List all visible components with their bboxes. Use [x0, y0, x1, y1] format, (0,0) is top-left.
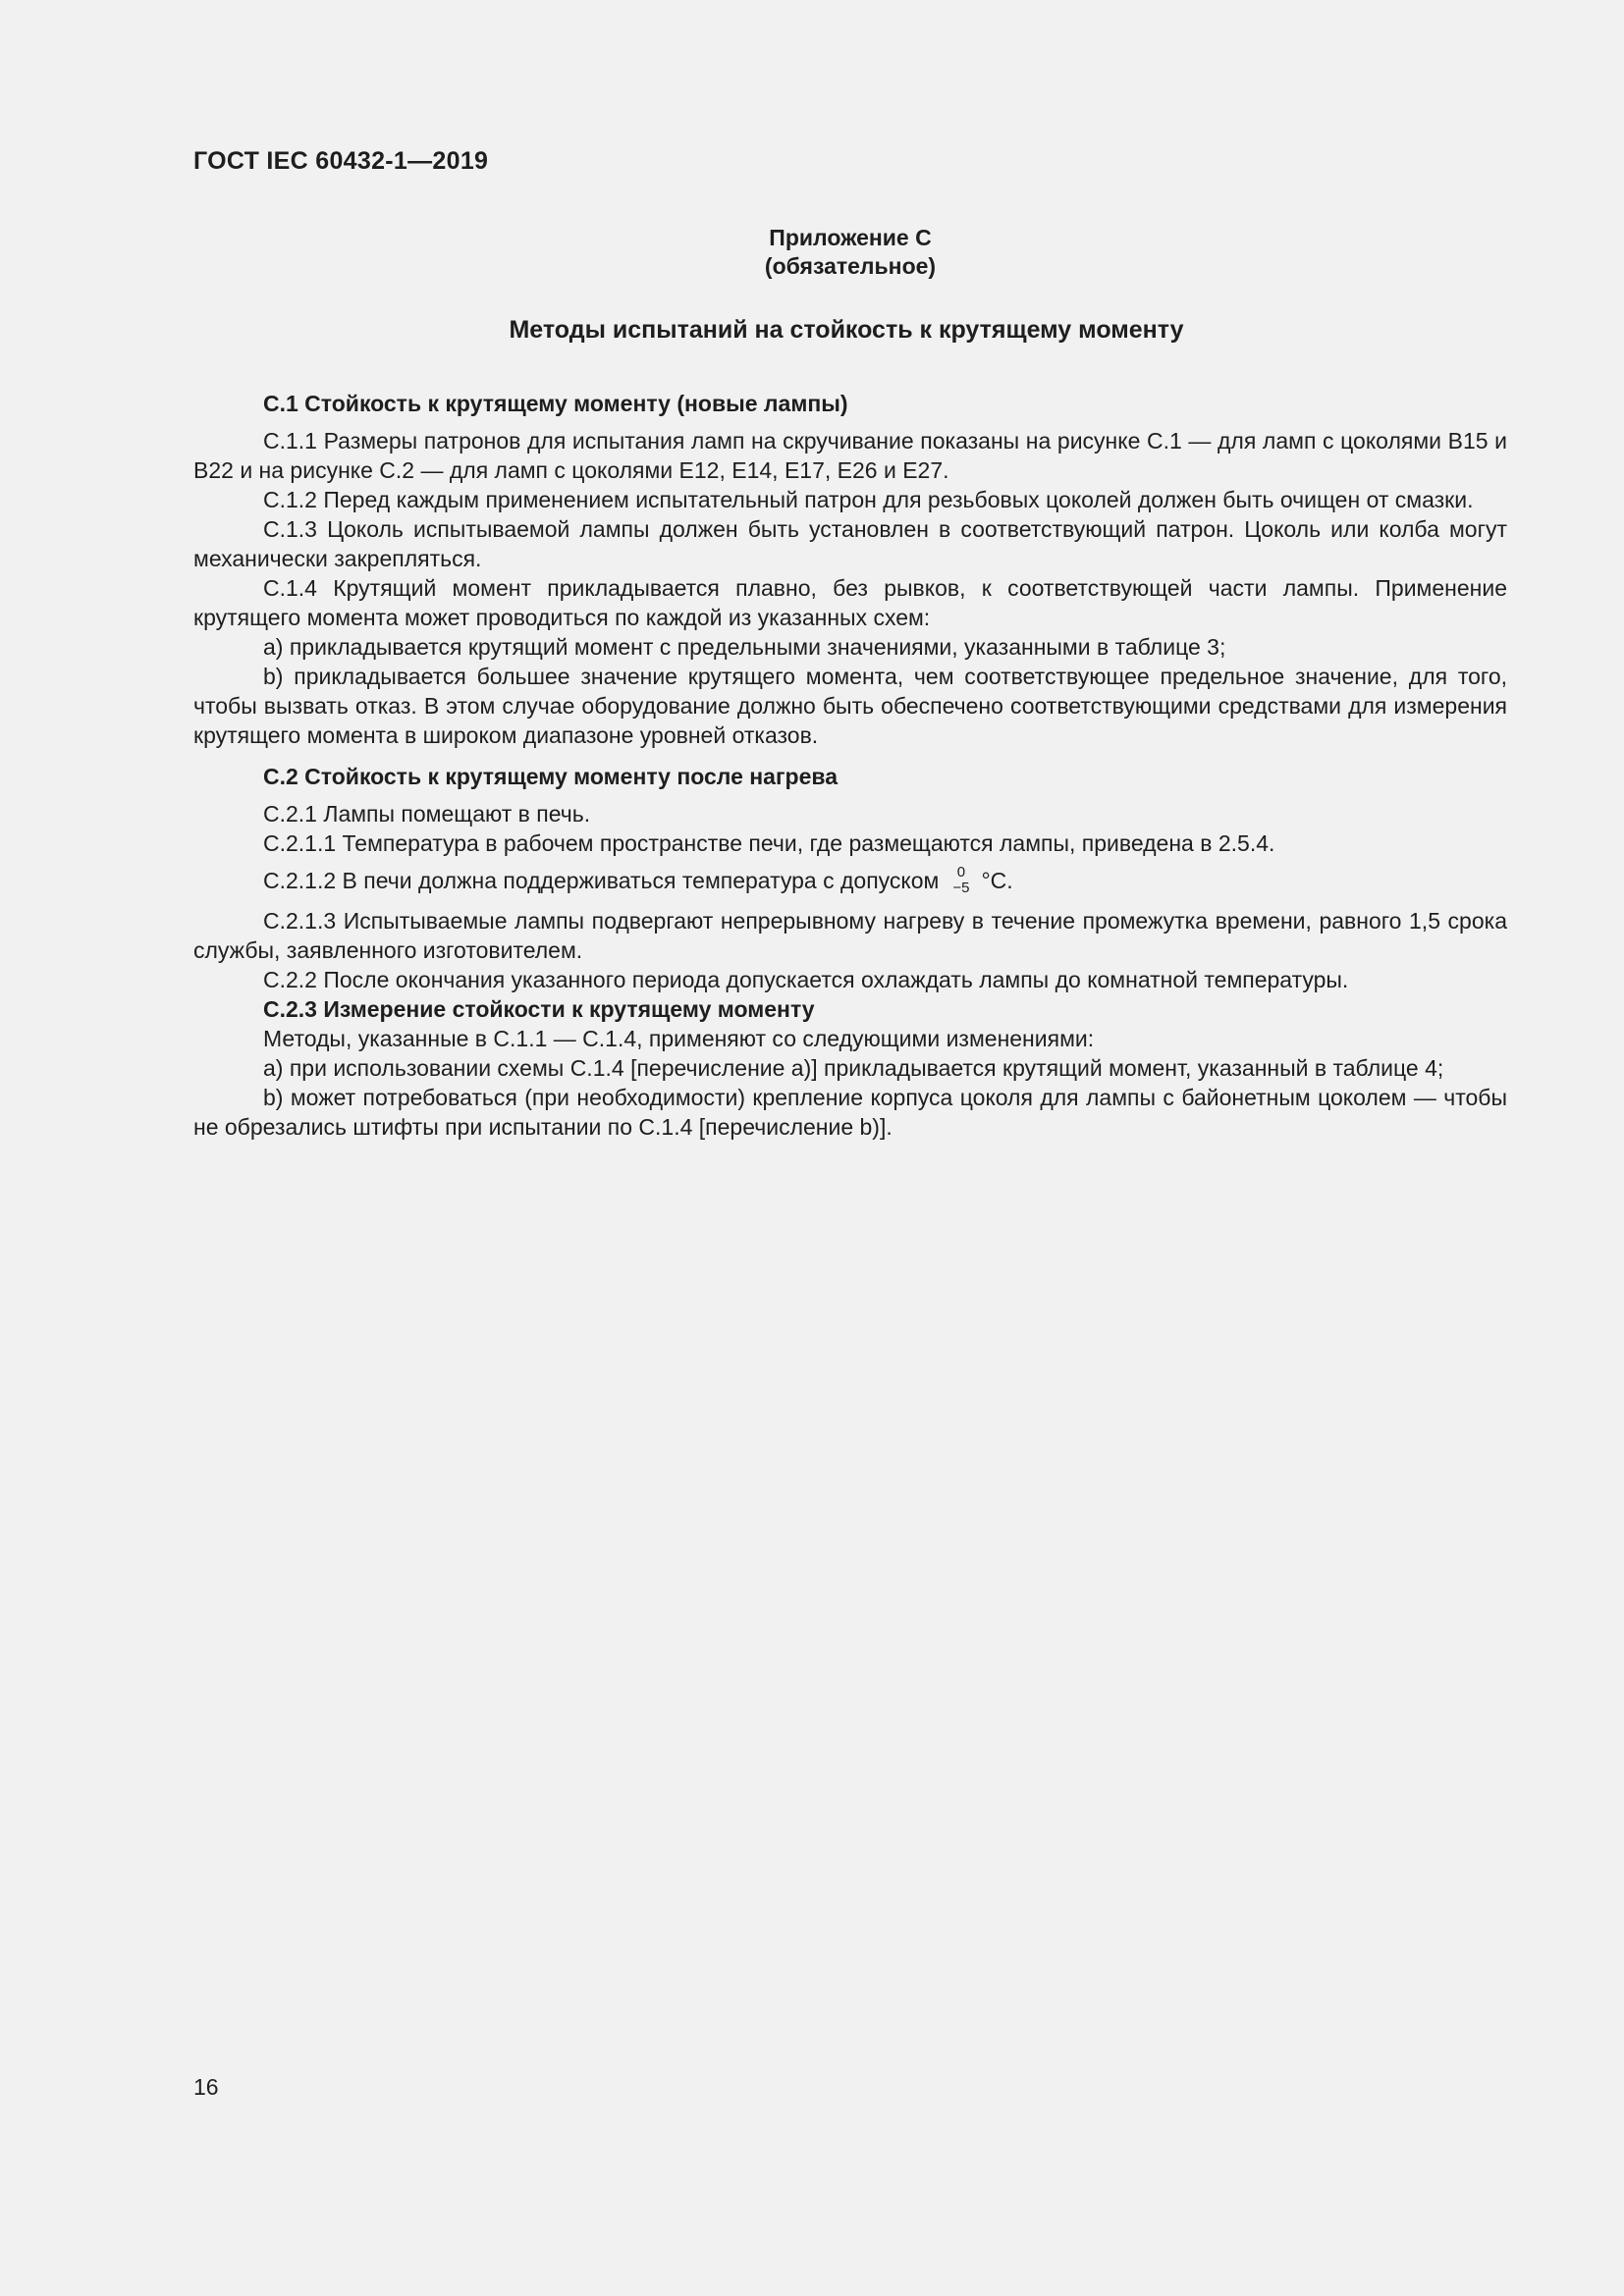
document-id-header: ГОСТ IEC 60432-1—2019: [193, 147, 489, 175]
paragraph-c2-1: С.2.1 Лампы помещают в печь.: [263, 801, 591, 827]
paragraph-c2-1-3: С.2.1.3 Испытываемые лампы подвергают непрерывному нагреву в течение промежутка времени, равного 1,5 срока службы, заявленного изготовителем.: [193, 907, 1507, 963]
tolerance-value: [952, 865, 969, 896]
paragraph-c2-1-1: С.2.1.1 Температура в рабочем пространстве печи, где размещаются лампы, приведена в 2.5.4.: [263, 830, 1275, 856]
temperature-unit: °С.: [981, 868, 1013, 893]
tolerance-lower: −5: [952, 879, 970, 896]
annex-heading: [0, 224, 1624, 281]
paragraph-c2-2: С.2.2 После окончания указанного периода допускается охлаждать лампы до комнатной температуры.: [263, 966, 1349, 992]
paragraph-c1-2: С.1.2 Перед каждым применением испытательный патрон для резьбовых цоколей должен быть очищен от смазки.: [263, 487, 1474, 512]
paragraph-c1-3: С.1.3 Цоколь испытываемой лампы должен быть установлен в соответствующий патрон. Цоколь или колба могут механически закрепляться.: [193, 516, 1507, 571]
paragraph-c2-1-2: [193, 863, 1507, 898]
paragraph-c2-1-2-text: С.2.1.2 В печи должна поддерживаться температура с допуском: [263, 868, 940, 893]
page-number: 16: [193, 2074, 219, 2100]
paragraph-c2-3-intro: Методы, указанные в С.1.1 — С.1.4, применяют со следующими изменениями:: [263, 1025, 1095, 1051]
section-heading-c1: С.1 Стойкость к крутящему моменту (новые лампы): [263, 391, 848, 416]
annex-title: Методы испытаний на стойкость к крутящему моменту: [509, 316, 1184, 344]
tolerance-upper: 0: [956, 863, 966, 881]
list-item-c2-3-b: b) может потребоваться (при необходимости) крепление корпуса цоколя для лампы с байонетным цоколем — чтобы не обрезались штифты при испытании по С.1.4 [перечисление b)].: [193, 1084, 1507, 1140]
annex-label: Приложение С: [769, 225, 932, 250]
list-item-c2-3-a: a) при использовании схемы С.1.4 [перечисление а)] прикладывается крутящий момент, указанный в таблице 4;: [263, 1054, 1444, 1081]
annex-status: (обязательное): [764, 253, 937, 279]
paragraph-c1-1: С.1.1 Размеры патронов для испытания ламп на скручивание показаны на рисунке С.1 — для ламп с цоколями В15 и В22 и на рисунке С.2 — для ламп с цоколями Е12, Е14, Е17, Е26 и Е27.: [193, 428, 1507, 483]
document-body: [193, 389, 1507, 1142]
list-item-c1-4-a: a) прикладывается крутящий момент с предельными значениями, указанными в таблице 3;: [263, 634, 1226, 660]
section-heading-c2-3: С.2.3 Измерение стойкости к крутящему моменту: [263, 995, 815, 1022]
list-item-c1-4-b: b) прикладывается большее значение крутящего момента, чем соответствующее предельное значение, для того, чтобы вызвать отказ. В этом случае оборудование должно быть обеспечено соответствующими средствами для измерения крутящего момента в широком диапазоне уровней отказов.: [193, 664, 1507, 748]
section-heading-c2: С.2 Стойкость к крутящему моменту после нагрева: [263, 764, 839, 789]
paragraph-c1-4: С.1.4 Крутящий момент прикладывается плавно, без рывков, к соответствующей части лампы. Применение крутящего момента может проводиться по каждой из указанных схем:: [193, 575, 1507, 630]
